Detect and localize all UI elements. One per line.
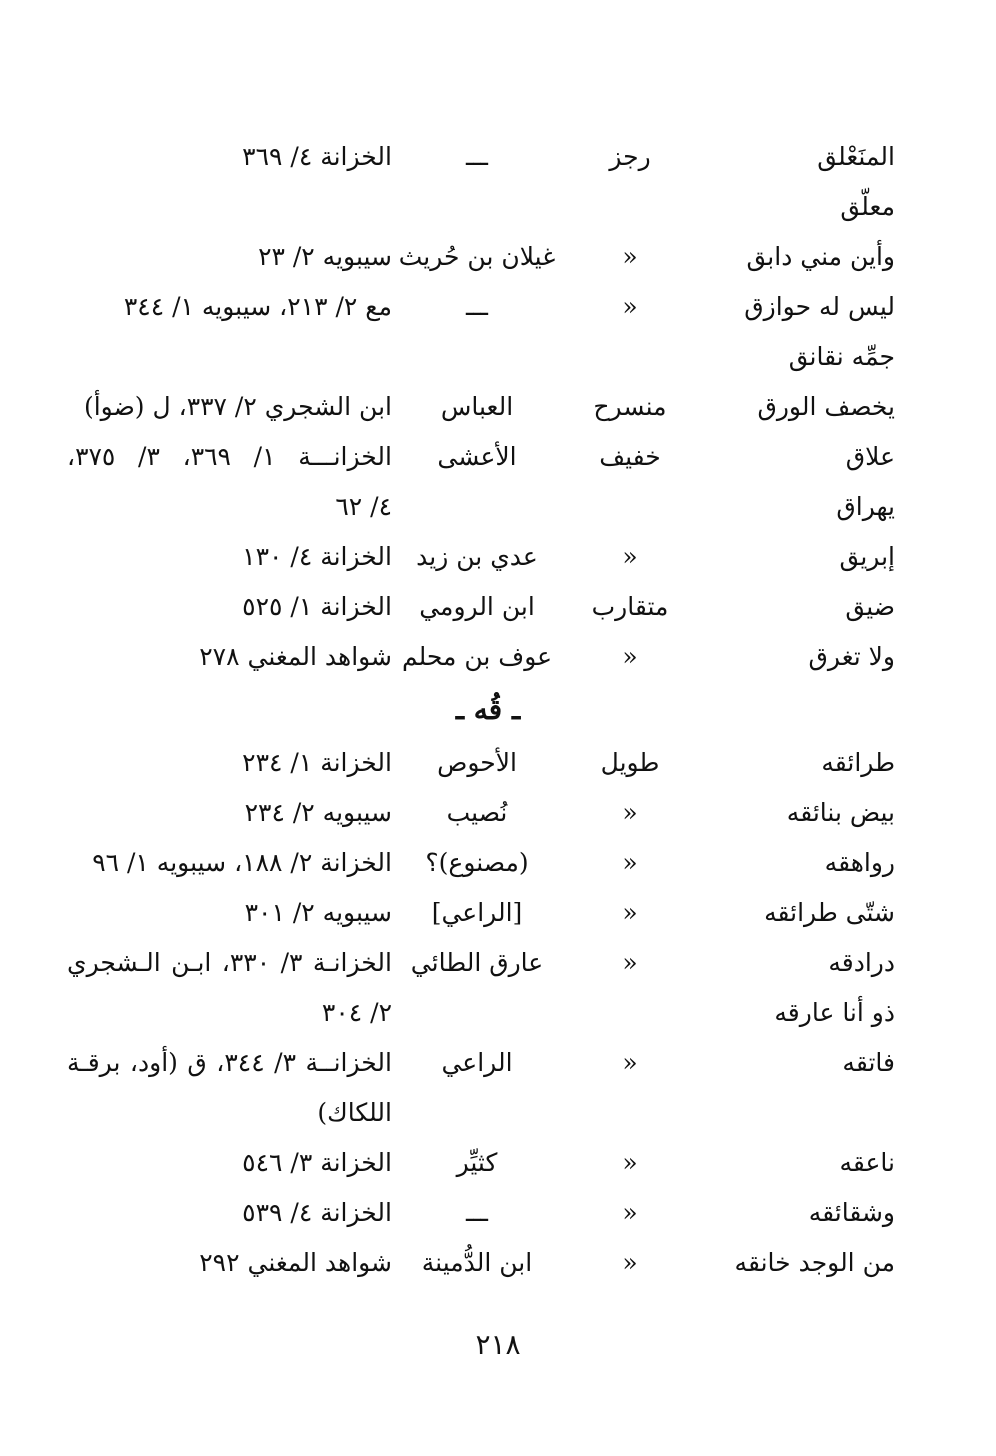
table-row (0, 632, 996, 682)
table-row (0, 482, 996, 532)
poet-name: نُصيب (446, 798, 508, 827)
meter: رجز (609, 142, 651, 171)
section-heading (0, 682, 996, 738)
index-table (0, 132, 996, 1288)
rhyme-word: وأين مني دابق (746, 242, 895, 271)
table-row (0, 838, 996, 888)
source-reference: الخزانة ٤/ ٥٣٩ (242, 1198, 392, 1227)
rhyme-word: معلّق (840, 192, 895, 221)
source-reference: الخزانة ١/ ٥٢٥ (242, 592, 392, 621)
table-row (0, 432, 996, 482)
table-row (0, 1188, 996, 1238)
table-row (0, 132, 996, 182)
source-reference: ٤/ ٦٢ (335, 492, 392, 521)
table-row (0, 788, 996, 838)
rhyme-word: إبريق (839, 542, 895, 571)
meter: « (622, 242, 638, 271)
source-reference: الخزانة ٤/ ٣٦٩ (242, 142, 392, 171)
meter: « (622, 292, 638, 321)
poet-name: غيلان بن حُريث (398, 242, 556, 271)
rhyme-word: بيض بنائقه (786, 798, 895, 827)
meter: « (622, 1148, 638, 1177)
table-row (0, 332, 996, 382)
poet-name (392, 332, 562, 382)
source-reference: الخزانـــة ١/ ٣٦٩، ٣/ ٣٧٥، (67, 442, 392, 471)
table-row (0, 888, 996, 938)
poet-name: ابن الرومي (419, 592, 535, 621)
source-reference: شواهد المغني ٢٧٨ (199, 642, 392, 671)
rhyme-word: درادقه (828, 948, 895, 977)
meter (570, 482, 690, 532)
rhyme-word: ليس له حوازق (744, 292, 895, 321)
poet-name: ـــ (466, 1198, 488, 1227)
rhyme-word: يخصف الورق (757, 392, 895, 421)
poet-name: الراعي (441, 1048, 513, 1077)
rhyme-word: فاتقه (842, 1048, 895, 1077)
rows-group-after (0, 738, 996, 1288)
meter: متقارب (591, 592, 669, 621)
rhyme-word: وشقائقه (808, 1198, 895, 1227)
rhyme-word: رواهقه (824, 848, 895, 877)
poet-name (392, 988, 562, 1038)
poet-name: الأحوص (437, 748, 517, 777)
poet-name: ـــ (466, 142, 488, 171)
meter (570, 988, 690, 1038)
rhyme-word: طرائقه (821, 748, 895, 777)
table-row (0, 532, 996, 582)
table-row (0, 1088, 996, 1138)
source-reference: الخزانة ٢/ ١٨٨، سيبويه ١/ ٩٦ (92, 848, 392, 877)
meter: خفيف (599, 442, 661, 471)
rhyme-word: جمِّه نقانق (788, 342, 895, 371)
rhyme-word: ذو أنا عارقه (774, 998, 895, 1027)
meter: « (622, 948, 638, 977)
poet-name: ـــ (466, 292, 488, 321)
rhyme-word: يهراق (836, 492, 895, 521)
poet-name: عدي بن زيد (416, 542, 538, 571)
poet-name: ابن الدُّمينة (421, 1248, 533, 1277)
rhyme-word: ولا تغرق (808, 642, 895, 671)
poet-name (392, 182, 562, 232)
source-reference: الخزانــة ٣/ ٣٤٤، ق (أود، برقـة (67, 1048, 392, 1077)
poet-name: عارق الطائي (410, 948, 544, 977)
source-reference: الخزانـة ٣/ ٣٣٠، ابـن الـشجري (67, 948, 392, 977)
poet-name: [الراعي] (431, 898, 523, 927)
meter: « (622, 1198, 638, 1227)
meter: منسرح (593, 392, 667, 421)
poet-name (392, 482, 562, 532)
table-row (0, 988, 996, 1038)
rhyme-word: علاق (845, 442, 895, 471)
source-reference: الخزانة ٣/ ٥٤٦ (242, 1148, 392, 1177)
poet-name (392, 1088, 562, 1138)
page-number: ٢١٨ (475, 1328, 521, 1361)
meter: طويل (600, 748, 660, 777)
table-row (0, 182, 996, 232)
source-reference: ٢/ ٣٠٤ (321, 998, 392, 1027)
rhyme-word: ضيق (845, 592, 895, 621)
meter: « (622, 848, 638, 877)
meter: « (622, 1248, 638, 1277)
meter (570, 1088, 690, 1138)
source-reference: اللكاك) (317, 1098, 392, 1127)
rhyme-word: المنَعْلق (817, 142, 895, 171)
meter: « (622, 798, 638, 827)
meter: « (622, 898, 638, 927)
table-row (0, 938, 996, 988)
source-reference: ابن الشجري ٢/ ٣٣٧، ل (ضوأ) (83, 392, 392, 421)
meter (570, 182, 690, 232)
rhyme-word: شتّى طرائقه (764, 898, 895, 927)
rhyme-word: من الوجد خانقه (734, 1248, 895, 1277)
poet-name: عوف بن محلم (401, 642, 553, 671)
section-heading-text: ـ قُه ـ (455, 693, 521, 726)
meter: « (622, 542, 638, 571)
table-row (0, 1038, 996, 1088)
table-row (0, 1138, 996, 1188)
rows-group-before (0, 132, 996, 682)
table-row (0, 582, 996, 632)
source-reference: سيبويه ٢/ ٣٠١ (244, 898, 392, 927)
meter (570, 332, 690, 382)
source-reference: سيبويه ٢/ ٢٣ (258, 242, 392, 271)
table-row (0, 1238, 996, 1288)
source-reference: شواهد المغني ٢٩٢ (199, 1248, 392, 1277)
source-reference: مع ٢/ ٢١٣، سيبويه ١/ ٣٤٤ (123, 292, 392, 321)
poet-name: العباس (440, 392, 514, 421)
source-reference: الخزانة ١/ ٢٣٤ (242, 748, 392, 777)
meter: « (622, 642, 638, 671)
table-row (0, 382, 996, 432)
source-reference: سيبويه ٢/ ٢٣٤ (244, 798, 392, 827)
table-row (0, 738, 996, 788)
source-reference: الخزانة ٤/ ١٣٠ (242, 542, 392, 571)
poet-name: كثيِّر (456, 1148, 498, 1177)
rhyme-word: ناعقه (839, 1148, 895, 1177)
poet-name: الأعشى (437, 442, 517, 471)
poet-name: (مصنوع)؟ (425, 848, 529, 877)
table-row (0, 282, 996, 332)
meter: « (622, 1048, 638, 1077)
table-row (0, 232, 996, 282)
